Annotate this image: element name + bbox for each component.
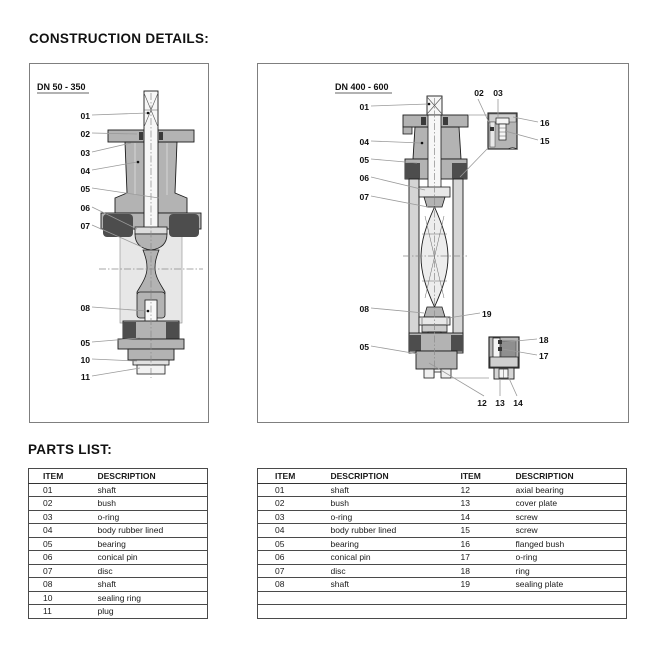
callout-label: 18 <box>539 335 549 345</box>
bush-right <box>159 132 163 140</box>
description-cell: flanged bush <box>516 537 627 551</box>
parts-table-row <box>29 578 208 592</box>
valve-drawing-dn400-600 <box>258 64 628 422</box>
item-cell: 19 <box>461 578 516 592</box>
callout-label: 15 <box>540 136 550 146</box>
cover-plate <box>490 357 518 367</box>
item-cell: 07 <box>29 564 98 578</box>
callout-label: 04 <box>359 137 369 147</box>
parts-table-row <box>29 537 208 551</box>
callout-label: 08 <box>80 303 90 313</box>
bottom-screw-left <box>424 369 434 378</box>
parts-table-row <box>258 524 627 538</box>
description-cell <box>516 605 627 619</box>
parts-table-row <box>29 497 208 511</box>
item-cell <box>461 591 516 605</box>
item-cell: 14 <box>461 510 516 524</box>
callout-label: 12 <box>477 398 487 408</box>
description-cell: shaft <box>331 578 461 592</box>
description-cell: bush <box>98 497 208 511</box>
item-cell: 05 <box>29 537 98 551</box>
description-cell: conical pin <box>331 551 461 565</box>
detail-inset-top <box>488 113 517 149</box>
item-cell: 04 <box>29 524 98 538</box>
item-cell: 11 <box>29 605 98 619</box>
item-cell: 08 <box>29 578 98 592</box>
parts-table-header-cell: DESCRIPTION <box>516 469 627 484</box>
parts-table-header-cell: ITEM <box>258 469 331 484</box>
item-cell: 13 <box>461 497 516 511</box>
description-cell: screw <box>516 524 627 538</box>
callout-label: 11 <box>80 372 90 382</box>
rubber-liner-top-right <box>169 214 199 237</box>
rubber-liner-bottom-left <box>409 335 421 351</box>
item-cell: 12 <box>461 483 516 497</box>
item-cell: 03 <box>29 510 98 524</box>
o-ring-dot <box>490 127 494 131</box>
item-cell: 06 <box>258 551 331 565</box>
description-cell: bush <box>331 497 461 511</box>
description-cell: body rubber lined <box>98 524 208 538</box>
description-cell: screw <box>516 510 627 524</box>
callout-label: 14 <box>513 398 523 408</box>
parts-table-row <box>258 605 627 619</box>
callout-label: 02 <box>80 129 90 139</box>
callout-label: 06 <box>359 173 369 183</box>
callout-label: 07 <box>359 192 369 202</box>
item-cell <box>461 605 516 619</box>
item-cell: 17 <box>461 551 516 565</box>
callout-label: 04 <box>80 166 90 176</box>
description-cell: bearing <box>331 537 461 551</box>
parts-table-row <box>258 564 627 578</box>
callout-label: 17 <box>539 351 549 361</box>
item-cell: 05 <box>258 537 331 551</box>
callout-label: 05 <box>80 184 90 194</box>
corner-cutout <box>508 148 517 149</box>
item-cell: 06 <box>29 551 98 565</box>
o-ring <box>498 347 502 351</box>
item-cell: 10 <box>29 591 98 605</box>
item-cell: 18 <box>461 564 516 578</box>
description-cell: sealing plate <box>516 578 627 592</box>
description-cell: o-ring <box>98 510 208 524</box>
dn-range-label-left <box>37 82 89 93</box>
callout-label: 08 <box>359 304 369 314</box>
parts-table-row <box>29 483 208 497</box>
parts-table-row <box>258 510 627 524</box>
parts-table-row <box>29 510 208 524</box>
description-cell: shaft <box>331 483 461 497</box>
parts-list-title: PARTS LIST: <box>28 442 113 457</box>
rubber-liner-top-left <box>405 163 420 179</box>
bush-left <box>139 132 143 140</box>
diagram-panel-dn50-350 <box>29 63 209 423</box>
description-cell: cover plate <box>516 497 627 511</box>
callout-labels <box>80 111 90 382</box>
diagram-panel-dn400-600 <box>257 63 629 423</box>
parts-table-dn50-350 <box>28 468 208 619</box>
item-cell: 08 <box>258 578 331 592</box>
description-cell <box>516 591 627 605</box>
callout-label: 03 <box>493 88 503 98</box>
item-cell <box>258 605 331 619</box>
callout-label: 13 <box>495 398 505 408</box>
callout-label: 02 <box>474 88 484 98</box>
bottom-housing <box>416 351 457 369</box>
description-cell: axial bearing <box>516 483 627 497</box>
rubber-liner-bottom-right <box>451 335 463 351</box>
dn-label-text: DN 400 - 600 <box>335 82 389 92</box>
callout-label: 06 <box>80 203 90 213</box>
rubber-liner-top-left <box>103 214 133 237</box>
parts-table-row <box>29 591 208 605</box>
page-title: CONSTRUCTION DETAILS: <box>29 31 210 46</box>
parts-table-row <box>29 564 208 578</box>
parts-table-header-cell: DESCRIPTION <box>98 469 208 484</box>
callout-label: 01 <box>359 102 369 112</box>
callout-label: 07 <box>80 221 90 231</box>
detail-inset-bottom <box>489 337 519 379</box>
callout-label: 16 <box>540 118 550 128</box>
description-cell: ring <box>516 564 627 578</box>
parts-table-dn400-600 <box>257 468 627 619</box>
parts-table-header-row <box>29 469 208 484</box>
item-cell: 15 <box>461 524 516 538</box>
screw-head <box>496 118 509 124</box>
item-cell: 02 <box>29 497 98 511</box>
dn-range-label-right <box>335 82 392 93</box>
parts-table-row <box>29 551 208 565</box>
ring <box>498 340 502 344</box>
item-cell: 01 <box>258 483 331 497</box>
description-cell: bearing <box>98 537 208 551</box>
callout-label: 10 <box>80 355 90 365</box>
item-cell: 16 <box>461 537 516 551</box>
description-cell: conical pin <box>98 551 208 565</box>
bush-left <box>421 117 426 125</box>
callout-label: 19 <box>482 309 492 319</box>
description-cell: disc <box>98 564 208 578</box>
description-cell: o-ring <box>331 510 461 524</box>
description-cell: plug <box>98 605 208 619</box>
description-cell: shaft <box>98 578 208 592</box>
parts-table-row <box>258 497 627 511</box>
item-cell <box>258 591 331 605</box>
parts-table-row <box>258 551 627 565</box>
rubber-liner-bottom-right <box>166 322 179 339</box>
callout-label: 03 <box>80 148 90 158</box>
description-cell <box>331 591 461 605</box>
parts-table-header-cell: ITEM <box>29 469 98 484</box>
description-cell: sealing ring <box>98 591 208 605</box>
description-cell: o-ring <box>516 551 627 565</box>
bush-right <box>443 117 448 125</box>
description-cell: body rubber lined <box>331 524 461 538</box>
item-cell: 02 <box>258 497 331 511</box>
disc <box>419 187 450 332</box>
parts-table-header-cell: ITEM <box>461 469 516 484</box>
parts-table-row <box>258 578 627 592</box>
parts-table-row <box>29 605 208 619</box>
parts-table-header-row <box>258 469 627 484</box>
bottom-assembly <box>409 332 463 378</box>
parts-table-row <box>258 591 627 605</box>
callout-label: 01 <box>80 111 90 121</box>
parts-table-row <box>29 524 208 538</box>
parts-table-row <box>258 483 627 497</box>
item-cell: 07 <box>258 564 331 578</box>
item-cell: 04 <box>258 524 331 538</box>
parts-table-header-cell: DESCRIPTION <box>331 469 461 484</box>
item-cell: 01 <box>29 483 98 497</box>
rubber-liner-bottom-left <box>123 322 136 339</box>
rubber-liner-top-right <box>452 163 467 179</box>
valve-drawing-dn50-350 <box>30 64 208 422</box>
description-cell: disc <box>331 564 461 578</box>
flange-lip <box>403 127 412 134</box>
dn-label-text: DN 50 - 350 <box>37 82 86 92</box>
callout-label: 05 <box>359 155 369 165</box>
description-cell <box>331 605 461 619</box>
callout-label: 05 <box>359 342 369 352</box>
parts-table-row <box>258 537 627 551</box>
item-cell: 03 <box>258 510 331 524</box>
body-wall-right <box>453 179 463 353</box>
callout-label: 05 <box>80 338 90 348</box>
description-cell: shaft <box>98 483 208 497</box>
